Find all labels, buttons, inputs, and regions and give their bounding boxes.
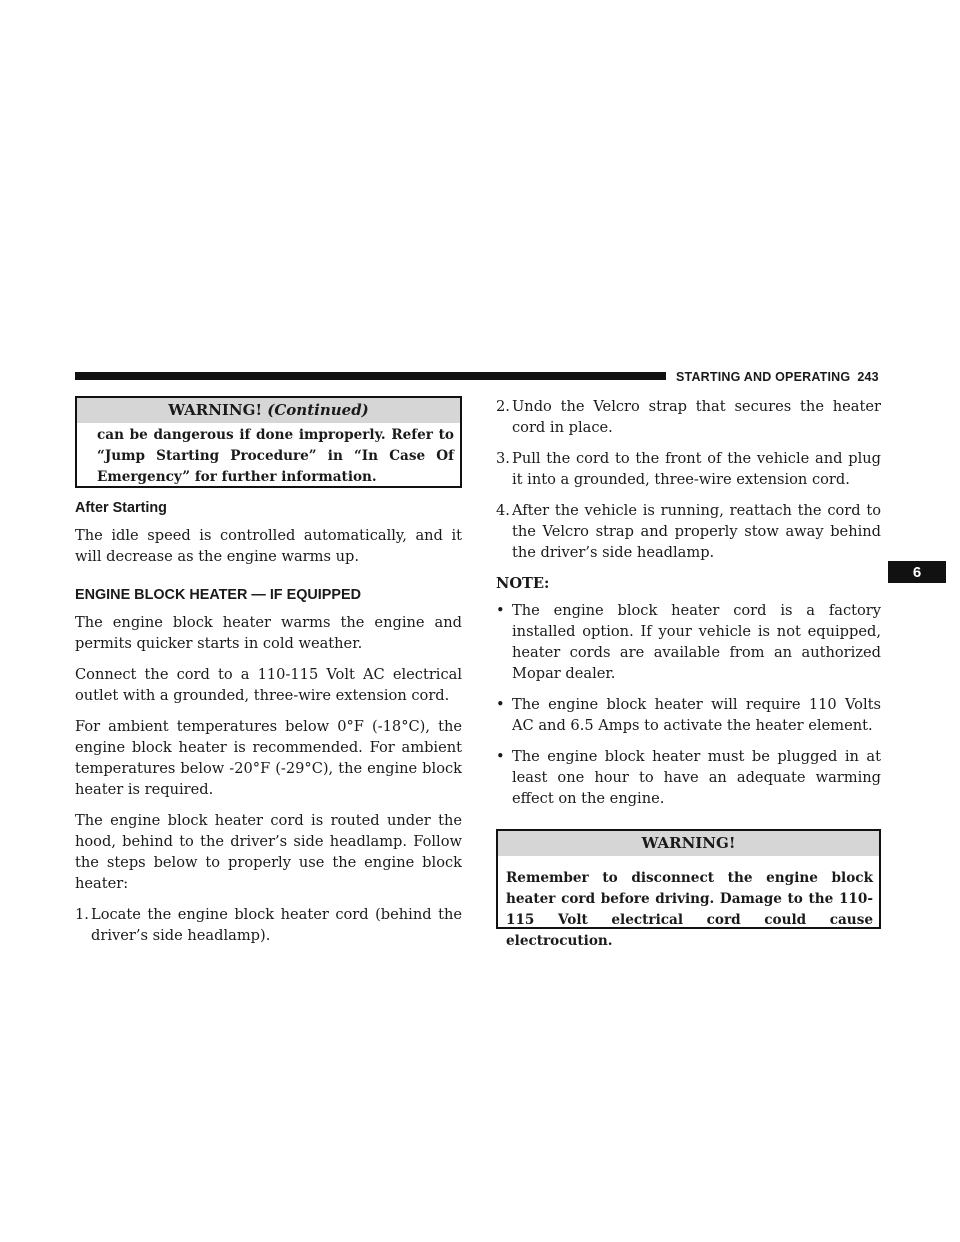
engine-block-heater-heading: ENGINE BLOCK HEATER — IF EQUIPPED (75, 587, 361, 603)
running-header (676, 368, 884, 386)
note-bullet-item (496, 746, 881, 809)
bullet-symbol: • (496, 696, 505, 713)
chapter-number: 6 (912, 563, 922, 581)
note-label: NOTE: (496, 575, 550, 592)
heater-paragraph: For ambient temperatures below 0°F (-18°C), the engine block heater is recommended. For ambient temperatures below -20°F (-29°C), the engine block heater is required. (75, 718, 462, 798)
step-number: 1. (75, 906, 89, 923)
step-item (75, 904, 462, 946)
heater-paragraph: The engine block heater warms the engine and permits quicker starts in cold weather. (75, 614, 462, 652)
warning-title: WARNING! (641, 834, 736, 852)
step-item (496, 396, 881, 438)
heater-paragraph: Connect the cord to a 110-115 Volt AC electrical outlet with a grounded, three-wire extension cord. (75, 666, 462, 704)
step-number: 3. (496, 450, 510, 467)
bullet-text: The engine block heater cord is a factory installed option. If your vehicle is not equipped, heater cords are available from an authorized Mopar dealer. (512, 602, 881, 682)
bullet-symbol: • (496, 748, 505, 765)
bullet-text: The engine block heater will require 110 Volts AC and 6.5 Amps to activate the heater element. (512, 696, 881, 734)
left-column (75, 396, 462, 956)
bullet-symbol: • (496, 602, 505, 619)
chapter-tab (888, 561, 946, 583)
heater-paragraph: The engine block heater cord is routed under the hood, behind to the driver’s side headlamp. Follow the steps below to properly use the engine block heater: (75, 812, 462, 892)
step-item (496, 448, 881, 490)
header-rule (75, 372, 666, 380)
note-bullet-item (496, 600, 881, 684)
step-item (496, 500, 881, 563)
warning-header (498, 831, 879, 856)
step-text: Undo the Velcro strap that secures the heater cord in place. (512, 398, 881, 436)
after-starting-heading: After Starting (75, 500, 167, 516)
warning-continued-header (77, 398, 460, 423)
warning-continued-text: can be dangerous if done improperly. Refer to “Jump Starting Procedure” in “In Case Of Emergency” for further information. (97, 427, 454, 485)
step-text: Pull the cord to the front of the vehicle and plug it into a grounded, three-wire extension cord. (512, 450, 881, 488)
step-number: 2. (496, 398, 510, 415)
warning-title: WARNING! (168, 401, 263, 419)
warning-continued-label: (Continued) (267, 401, 369, 419)
warning-continued-box (75, 396, 462, 488)
warning-text: Remember to disconnect the engine block heater cord before driving. Damage to the 110-115 Volt electrical cord could cause electrocution. (506, 870, 873, 949)
step-number: 4. (496, 502, 510, 519)
section-title: STARTING AND OPERATING (676, 370, 851, 384)
step-text: After the vehicle is running, reattach the cord to the Velcro strap and properly stow away behind the driver’s side headlamp. (512, 502, 881, 561)
warning-box (496, 829, 881, 949)
note-bullet-item (496, 694, 881, 736)
right-column (496, 396, 881, 949)
page-number: 243 (857, 370, 879, 384)
bullet-text: The engine block heater must be plugged in at least one hour to have an adequate warming effect on the engine. (512, 748, 881, 807)
after-starting-text: The idle speed is controlled automatically, and it will decrease as the engine warms up. (75, 527, 462, 565)
step-text: Locate the engine block heater cord (behind the driver’s side headlamp). (91, 906, 462, 944)
